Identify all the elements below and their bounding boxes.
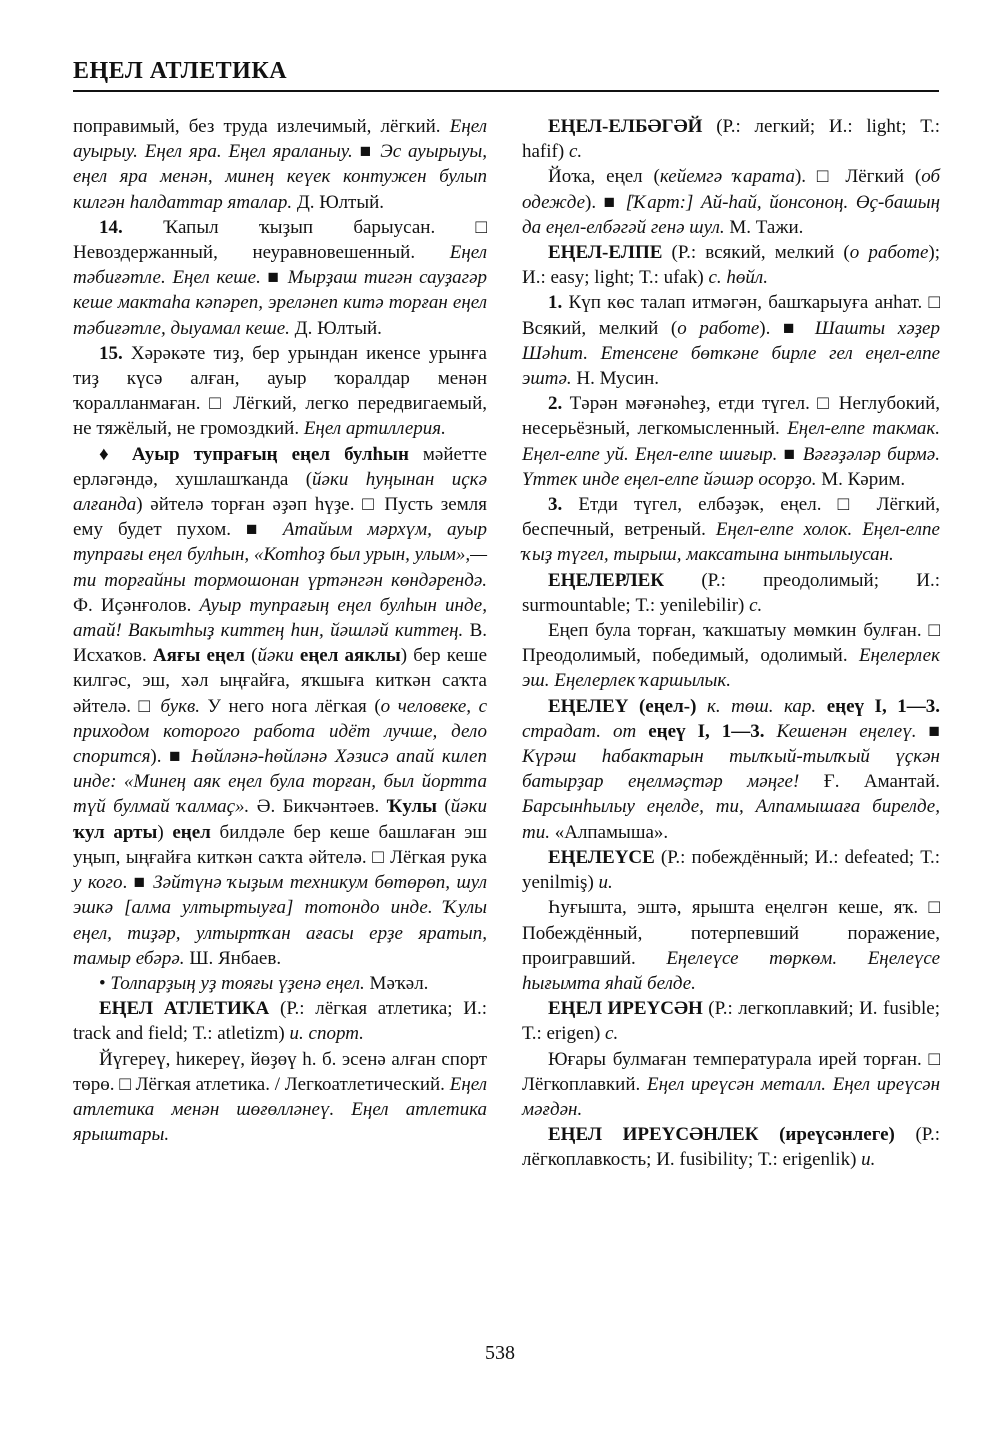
example-text: йәки һуңынан иҫкә алғанда — [73, 468, 487, 516]
definition-text: Ф. Иҫәнғолов. — [73, 594, 200, 616]
example-text: с. — [749, 594, 763, 616]
definition-text: Йүгереү, һикереү, йөҙөү һ. б. эсенә алған спорт төрө. □ Лёгкая атлетика. / Легкоатлетический. — [73, 1048, 487, 1095]
example-text: Еңел ауырыу. Еңел яра. Еңел яраланыу. — [73, 116, 487, 163]
definition-text: Н. Мусин. — [571, 368, 660, 390]
example-text: Еңелерлек эш. Еңелерлек ҡаршылык. — [522, 645, 940, 692]
example-text: Ауыр тупрағың еңел булһын инде, атай! Вакытһыҙ киттең һин, йәшләй киттең. — [73, 594, 487, 642]
headword-text: 2. — [548, 393, 563, 415]
headword-text: 15. — [99, 342, 123, 364]
definition-text: Ғ. Амантай. — [799, 771, 940, 793]
definition-text: (Р.: легкий; И.: light; Т.: hafif) — [522, 116, 940, 163]
example-text: Зәйтүнә ҡыҙым техникум бөтөрөп, шул эшкә [алма ултыртыуға] тотондо инде. Ҡулы еңел, тиҙәр, ултыртҡан ағасы ерҙе яратып, тамыр ебәрә. — [73, 872, 487, 969]
definition-text: Еңеп була торған, ҡаҡшатыу мөмкин булған. □ Преодолимый, победимый, одолимый. — [522, 620, 940, 667]
example-text: и. спорт. — [289, 1023, 364, 1045]
definition-text: . ■ — [122, 872, 154, 894]
definition-text: Хәрәкәте тиҙ, бер урындан икенсе урынға тиҙ күсә алған, ауыр ҡоралдар менән ҡоралланмаған. □ Лёгкий, легко передвигаемый, не тяжёлый, не громоздкий. — [73, 342, 487, 440]
example-text: Еңелеүсе төркөм. Еңелеүсе һығымта яһай белде. — [522, 947, 940, 994]
headword-text: 3. — [548, 494, 563, 516]
definition-text: (Р.: побеждённый; И.: defeated; Т.: yenilmiş) — [522, 846, 940, 894]
definition-text: (Р.: преодолимый; И.: surmountable; Т.: yenilebilir) — [522, 569, 940, 616]
example-text: Еңел атлетика менән шөғөлләнеү. Еңел атлетика ярыштары. — [73, 1073, 487, 1146]
definition-text — [759, 1124, 780, 1145]
dictionary-paragraph — [522, 845, 940, 895]
example-text: букв. — [160, 695, 200, 717]
headword-text: ҡул арты — [73, 821, 158, 843]
definition-text: Юғары булмаған температурала ирей торған. □ Лёгкоплавкий. — [522, 1048, 940, 1095]
definition-text: М. Тажи. — [724, 216, 804, 238]
headword-text: ЕҢЕЛ АТЛЕТИКА — [99, 998, 270, 1020]
example-text: Һөйләнә-һөйләнә Хәзисә апай килеп инде: «Минең аяк еңел була торған, был йортта түй булмай ҡалмаҫ». — [73, 746, 487, 818]
headword-text: 14. — [99, 216, 123, 238]
example-text: [Ҡарт:] Ай-һай, йонсоноң. Өҫ-башың да еңел-елбәгәй генә шул. — [522, 191, 940, 238]
example-text: Атайым мәрхүм, ауыр тупрағы еңел булһын, «Котһоҙ был урын, улым»,— ти торғайны тормошонан үртәнгән көндәрендә. — [73, 519, 487, 591]
definition-text: ) — [157, 821, 173, 843]
definition-text: (Р.: лёгкая атлетика; И.: track and field; Т.: atletizm) — [73, 998, 488, 1045]
definition-text: билдәле бер кеше башлаған эш уңып, ыңғайға киткән саҡта әйтелә. □ Лёгкая рука — [73, 821, 488, 868]
headword-text: ЕҢЕЛЕҮ (еңел-) — [548, 695, 697, 717]
dictionary-paragraph — [522, 996, 940, 1046]
example-text: о работе — [849, 242, 929, 264]
example-text: Барсынһылыу еңелде, ти, Алпамышаға бирелде, ти. — [522, 796, 940, 843]
example-text: с. һөйл. — [708, 267, 768, 289]
definition-text: (Р.: легкоплавкий; И. fusible; Т.: erigen) — [522, 998, 940, 1045]
dictionary-paragraph — [522, 290, 940, 391]
example-text: Шашты хәҙер Шәһит. Етенсене бөткәне бирле гел еңел-елпе эштә. — [522, 317, 940, 390]
definition-text: мәйетте ерләгәндә, хушлашҡанда ( — [73, 443, 487, 490]
definition-text: ■ — [777, 443, 803, 465]
headword-text: еңел аяклы — [293, 645, 401, 667]
example-text: Мырҙаш тигән сауҙагәр кеше мактаһа кәпәреп, эреләнеп китә торған еңел тәбиғәтле, дыуамал кеше. — [73, 267, 488, 339]
definition-text: ■ — [916, 720, 940, 742]
example-text: Кешенән еңелеү. — [776, 720, 917, 742]
dictionary-paragraph — [522, 1047, 940, 1123]
dictionary-paragraph — [522, 164, 940, 240]
example-text: йәки — [450, 796, 487, 818]
definition-text: Ә. Бикчәнтәев. — [249, 796, 387, 818]
example-text: и. — [861, 1149, 876, 1171]
example-text: Эс ауырыуы, еңел яра менән, минең кеүек контужен булып килгән һалдаттар яталар. — [73, 141, 487, 213]
headword-text: ЕҢЕЛ-ЕЛБӘГӘЙ — [548, 116, 703, 137]
headword-text: ЕҢЕЛ ИРЕҮСӘН — [548, 998, 703, 1020]
headword-text: ЕҢЕЛ ИРЕҮСӘНЛЕК — [548, 1124, 759, 1146]
example-text: с. — [605, 1023, 619, 1045]
definition-text — [765, 721, 777, 742]
definition-text: • — [99, 972, 111, 994]
dictionary-paragraph — [73, 114, 487, 215]
definition-text: Етди түгел, елбәҙәк, еңел. □ Лёгкий, беспечный, ветреный. — [522, 494, 940, 541]
example-text: Еңел тәбиғәтле. Еңел кеше. — [73, 242, 487, 289]
example-text: к. төш. кар. — [706, 695, 817, 717]
dictionary-paragraph — [73, 971, 487, 996]
dictionary-paragraph — [522, 114, 940, 164]
example-text: Еңел артиллерия. — [303, 418, 446, 440]
right-column — [522, 114, 940, 1173]
dictionary-paragraph — [73, 341, 487, 442]
example-text: и. — [598, 872, 613, 894]
headword-text: 1. — [548, 292, 563, 314]
dictionary-paragraph — [522, 694, 940, 845]
definition-text: Тәрән мәғәнәһеҙ, етди түгел. □ Неглубокий, несерьёзный, легкомысленный. — [522, 393, 940, 440]
dictionary-paragraph — [522, 895, 940, 996]
definition-text: ■ — [359, 141, 381, 163]
example-text: о работе — [677, 317, 760, 339]
dictionary-paragraph — [522, 492, 940, 568]
dictionary-paragraph — [522, 1122, 940, 1172]
definition-text: «Алпамыша». — [549, 821, 669, 843]
dictionary-paragraph — [522, 568, 940, 618]
example-text: с. — [568, 141, 583, 163]
dictionary-paragraph — [73, 1047, 487, 1148]
example-text: Еңел иреүсән металл. Еңел иреүсән мәғдән. — [522, 1073, 940, 1120]
definition-text: Д. Юлтый. — [289, 317, 382, 339]
example-text: Еңел-елпе холок. Еңел-елпе ҡыҙ түгел, тырыш, максатына ынтылыусан. — [522, 519, 940, 566]
definition-text: ( — [244, 645, 258, 667]
definition-text: М. Кәрим. — [816, 468, 906, 490]
headword-text: еңеү I, 1—3. — [816, 695, 940, 717]
page-number: 538 — [485, 1342, 515, 1364]
definition-text: В. Исхаҡов. — [73, 620, 487, 667]
definition-text — [696, 696, 707, 717]
definition-text: ). □ Лёгкий ( — [794, 166, 922, 188]
definition-text: Күп көс талап итмәгән, башҡарыуға анһат. □ Всякий, мелкий ( — [522, 292, 940, 339]
definition-text: ). ■ — [759, 317, 815, 339]
example-text: об одежде — [522, 166, 941, 213]
definition-text: (Р.: лёгкоплавкость; И. fusibility; Т.: erigenlik) — [522, 1124, 940, 1171]
definition-text: Д. Юлтый. — [292, 191, 385, 213]
headword-text: еңел — [172, 821, 211, 843]
dictionary-paragraph — [73, 215, 487, 341]
example-text: кейемгә ҡарата — [659, 166, 795, 188]
definition-text: Йоҡа, еңел ( — [548, 166, 660, 188]
headword-text: Ҡулы — [386, 796, 437, 818]
running-head: ЕҢЕЛ АТЛЕТИКА — [73, 58, 288, 84]
definition-text: (Р.: всякий, мелкий ( — [662, 242, 850, 264]
headword-text: ♦ Ауыр тупрағың еңел булһын — [99, 443, 409, 465]
headword-text: ЕҢЕЛ-ЕЛПЕ — [548, 242, 663, 264]
headword-text: Аяғы еңел — [152, 645, 245, 667]
headword-text: еңеү I, 1—3. — [636, 720, 765, 742]
left-column — [73, 114, 487, 1147]
definition-text: поправимый, без труда излечимый, лёгкий. — [73, 116, 450, 137]
definition-text: ■ — [267, 267, 288, 289]
example-text: о человеке, с приходом которого работа идёт лучше, дело спорится — [73, 695, 487, 768]
example-text: Вәғәҙәләр бирмә. Үттек инде еңел-елпе йәшәр осорҙо. — [522, 443, 940, 490]
example-text: Толпарҙың уҙ тояғы үҙенә еңел. — [110, 972, 365, 994]
definition-text: ). ■ — [585, 191, 626, 213]
definition-text: Һуғышта, эштә, ярышта еңелгән кеше, яҡ. □ Побеждённый, потерпевший поражение, проигравший. — [522, 897, 940, 969]
headword-text: (иреүсәнлеге) — [779, 1124, 895, 1146]
dictionary-paragraph — [522, 618, 940, 694]
dictionary-paragraph — [73, 442, 487, 971]
example-text: Еңел-елпе такмак. Еңел-елпе уй. Еңел-елпе шиғыр. — [522, 418, 940, 465]
definition-text: ) бер кеше килгәс, эш, хәл ыңғайға, яҡшыға киткән саҡта әйтелә. □ — [73, 645, 488, 717]
example-text: Күрәш һабактарын тылҡый-тылҡый үҫкән батырҙар еңелмәҫтәр мәңге! — [522, 746, 940, 793]
definition-text: Мәҡәл. — [364, 972, 429, 994]
headword-text: ЕҢЕЛЕҮСЕ — [548, 846, 655, 868]
dictionary-paragraph — [73, 996, 487, 1046]
headword-text: ЕҢЕЛЕРЛЕК — [548, 569, 665, 591]
example-text: у кого — [73, 872, 123, 894]
dictionary-paragraph — [522, 240, 940, 290]
definition-text: ); И.: easy; light; Т.: ufak) — [522, 242, 940, 289]
header-rule — [73, 90, 939, 92]
dictionary-paragraph — [522, 391, 940, 492]
definition-text: У него нога лёгкая ( — [200, 695, 381, 717]
definition-text: ) әйтелә торған әҙәп һүҙе. □ Пусть земля ему будет пухом. ■ — [73, 494, 487, 541]
definition-text: Ҡапыл ҡыҙып барыусан. □ Невоздержанный, неуравновешенный. — [73, 216, 487, 264]
definition-text: ( — [436, 796, 451, 818]
definition-text: Ш. Янбаев. — [184, 947, 282, 969]
example-text: страдат. от — [522, 720, 637, 742]
definition-text: ). ■ — [150, 746, 192, 768]
example-text: йәки — [257, 645, 294, 667]
